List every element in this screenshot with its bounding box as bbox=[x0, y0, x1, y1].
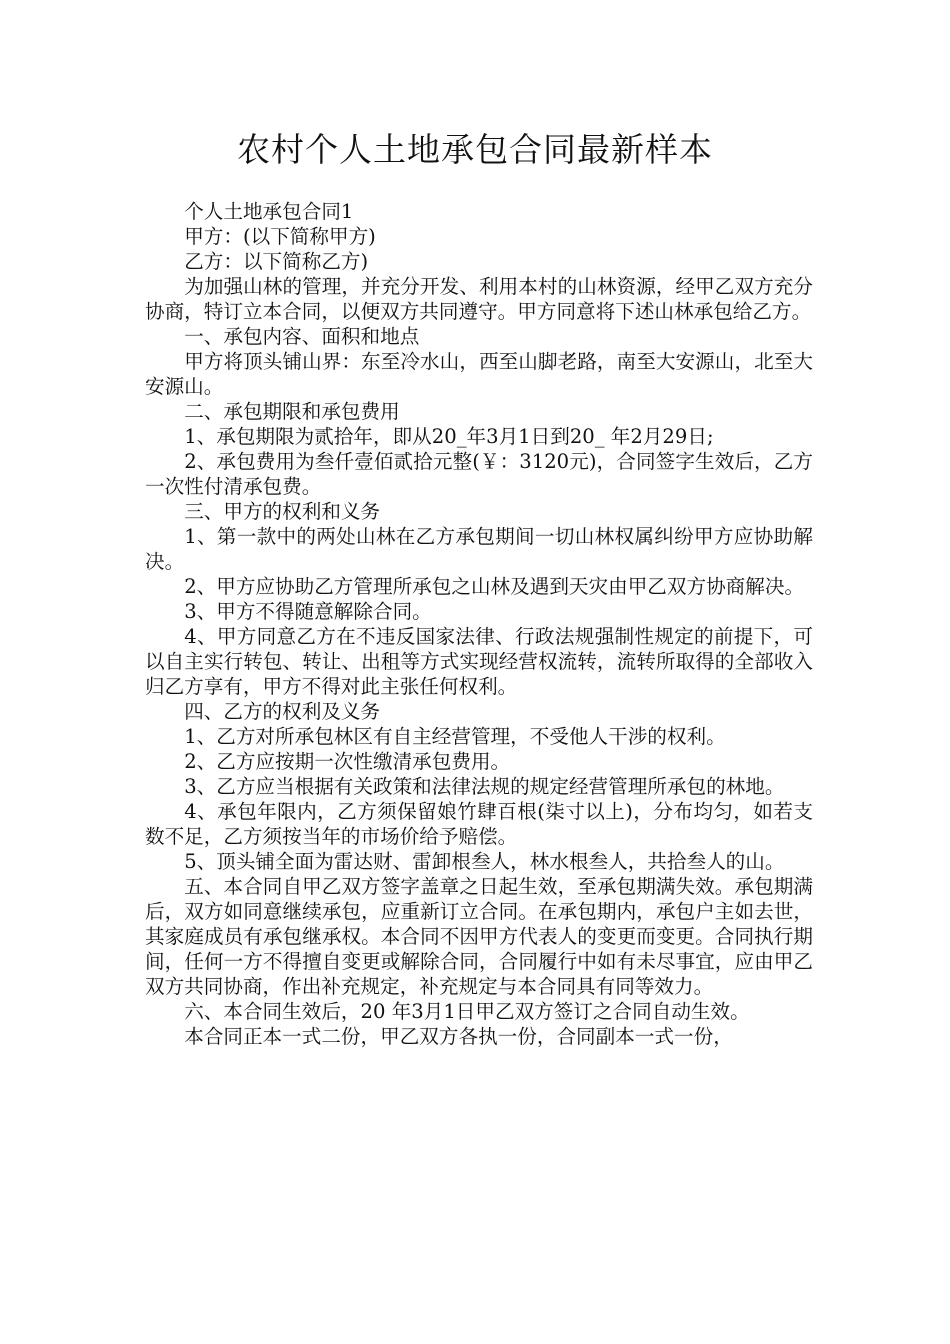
paragraph-party-b: 乙方：以下简称乙方) bbox=[184, 250, 369, 273]
paragraph: 1、乙方对所承包林区有自主经营管理，不受他人干涉的权利。 bbox=[184, 725, 726, 748]
paragraph-contract-name: 个人土地承包合同1 bbox=[184, 200, 354, 223]
paragraph: 5、顶头铺全面为雷达财、雷卸根叁人，林水根叁人，共拾叁人的山。 bbox=[184, 850, 785, 873]
paragraph: 3、乙方应当根据有关政策和法律法规的规定经营管理所承包的林地。 bbox=[184, 775, 785, 798]
paragraph-preamble: 为加强山林的管理，并充分开发、利用本村的山林资源，经甲乙双方充分协商，特订立本合同，以便双方共同遵守。甲方同意将下述山林承包给乙方。 bbox=[145, 275, 813, 323]
paragraph: 3、甲方不得随意解除合同。 bbox=[184, 600, 432, 623]
paragraph: 五、本合同自甲乙双方签字盖章之日起生效，至承包期满失效。承包期满后，双方如同意继续承包，应重新订立合同。在承包期内，承包户主如去世，其家庭成员有承包继承权。本合同不因甲方代表人的变更而变更。合同执行期间，任何一方不得擅自变更或解除合同，合同履行中如有未尽事宜，应由甲乙双方共同协商，作出补充规定，补充规定与本合同具有同等效力。 bbox=[145, 875, 813, 998]
paragraph: 1、承包期限为贰拾年，即从20_年3月1日到20_ 年2月29日; bbox=[184, 425, 714, 448]
paragraph: 4、承包年限内，乙方须保留娘竹肆百根(柒寸以上)，分布均匀，如若支数不足，乙方须按当年的市场价给予赔偿。 bbox=[145, 800, 813, 848]
section-heading: 三、甲方的权利和义务 bbox=[184, 500, 381, 523]
paragraph: 2、乙方应按期一次性缴清承包费用。 bbox=[184, 750, 511, 773]
paragraph: 4、甲方同意乙方在不违反国家法律、行政法规强制性规定的前提下，可以自主实行转包、转让、出租等方式实现经营权流转，流转所取得的全部收入归乙方享有，甲方不得对此主张任何权利。 bbox=[145, 625, 813, 698]
document-body bbox=[145, 199, 813, 1049]
section-heading: 二、承包期限和承包费用 bbox=[184, 400, 400, 423]
paragraph: 甲方将顶头铺山界：东至冷水山，西至山脚老路，南至大安源山，北至大安源山。 bbox=[145, 350, 813, 398]
document-title: 农村个人土地承包合同最新样本 bbox=[237, 130, 713, 169]
paragraph: 2、甲方应协助乙方管理所承包之山林及遇到天灾由甲乙双方协商解决。 bbox=[184, 575, 805, 598]
paragraph: 1、第一款中的两处山林在乙方承包期间一切山林权属纠纷甲方应协助解决。 bbox=[145, 525, 813, 573]
paragraph: 六、本合同生效后，20 年3月1日甲乙双方签订之合同自动生效。 bbox=[184, 1000, 750, 1023]
paragraph-party-a: 甲方：(以下简称甲方) bbox=[184, 225, 376, 248]
section-heading: 一、承包内容、面积和地点 bbox=[184, 325, 420, 348]
paragraph: 本合同正本一式二份，甲乙双方各执一份，合同副本一式一份， bbox=[184, 1025, 733, 1048]
paragraph: 2、承包费用为叁仟壹佰贰拾元整(￥：3120元)，合同签字生效后，乙方一次性付清承包费。 bbox=[145, 450, 813, 498]
section-heading: 四、乙方的权利及义务 bbox=[184, 700, 381, 723]
